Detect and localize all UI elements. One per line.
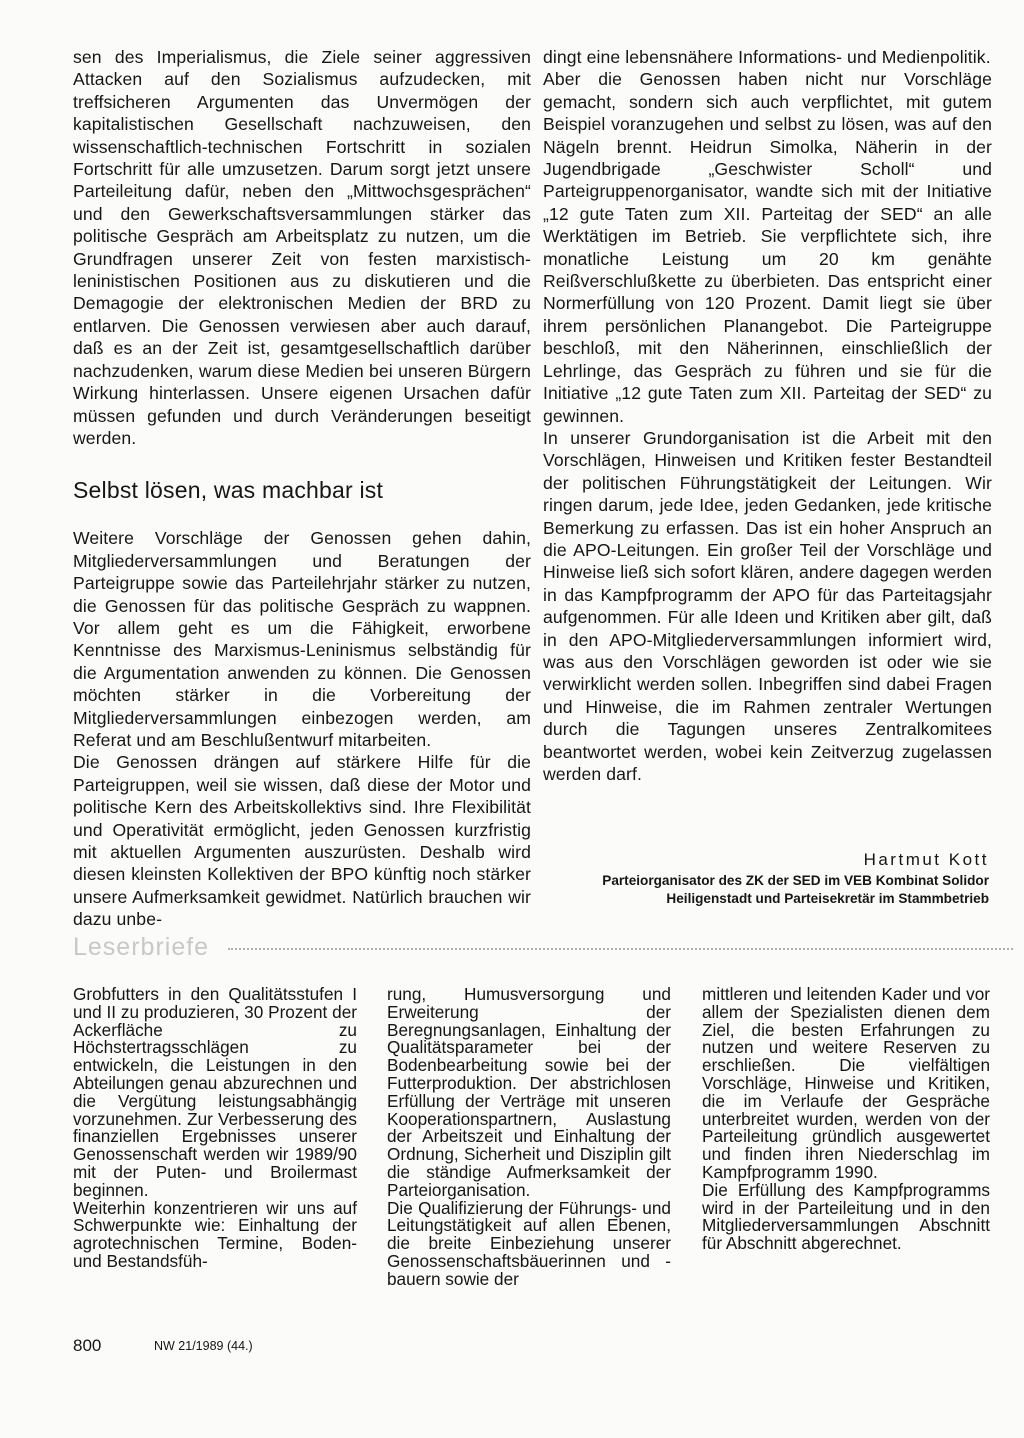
- article-paragraph: Weitere Vorschläge der Genossen gehen dahin, Mitgliederversammlungen und Beratungen der Parteigruppe sowie das Parteilehrjahr stärker zu nutzen, die Genossen für das politische Gespräch zu wappnen. Vor allem geht es um die Fähigkeit, erworbene Kenntnisse des Marxismus-Leninismus selbständig für die Argumentation anwenden zu können. Die Genossen möchten stärker in die Vorbereitung der Mitgliederversammlungen einbezogen werden, am Referat und am Beschlußentwurf mitarbeiten.: [73, 528, 531, 750]
- section-divider: [73, 932, 1013, 962]
- article-column-right: [543, 46, 992, 785]
- author-role-line: Heiligenstadt und Parteisekretär im Stammbetrieb: [666, 891, 989, 906]
- letters-column-3: [702, 986, 990, 1253]
- letter-paragraph: Die Qualifizierung der Führungs- und Leitungstätigkeit auf allen Ebenen, die breite Einbeziehung unserer Genossenschaftsbäuerinnen und -bauern sowie der: [387, 1197, 671, 1289]
- letter-paragraph: mittleren und leitenden Kader und vor allem der Spezialisten dienen dem Ziel, die besten Erfahrungen zu nutzen und weitere Reserven zu erschließen. Die vielfältigen Vorschläge, Hinweise und Kritiken, die im Verlaufe der Gespräche unterbreitet wurden, werden von der Parteileitung gründlich ausgewertet und finden ihren Niederschlag im Kampfprogramm 1990.: [702, 984, 990, 1182]
- section-heading: Selbst lösen, was machbar ist: [73, 477, 384, 504]
- section-label: Leserbriefe: [73, 933, 210, 961]
- article-paragraph: dingt eine lebensnähere Informations- und Medienpolitik.: [543, 47, 991, 67]
- letter-paragraph: rung, Humusversorgung und Erweiterung der Beregnungsanlagen, Einhaltung der Qualitätsparameter bei der Bodenbearbeitung sowie bei der Futterproduktion. Der abstrichlosen Erfüllung der Verträge mit unseren Kooperationspartnern, Auslastung der Arbeitszeit und Einhaltung der Ordnung, Sicherheit und Disziplin gilt die ständige Aufmerksamkeit der Parteiorganisation.: [387, 984, 671, 1200]
- letter-paragraph: Grobfutters in den Qualitätsstufen I und II zu produzieren, 30 Prozent der Ackerfläche zu Höchstertragsschlägen zu entwickeln, die Leistungen in den Abteilungen genau abzurechnen und die Vergütung leistungsabhängig vorzunehmen. Zur Verbesserung des finanziellen Ergebnisses unserer Genossenschaft werden wir 1989/90 mit der Puten- und Broilermast beginnen.: [73, 984, 357, 1200]
- author-role-line: Parteiorganisator des ZK der SED im VEB Kombinat Solidor: [602, 873, 989, 888]
- letter-paragraph: Weiterhin konzentrieren wir uns auf Schwerpunkte wie: Einhaltung der agrotechnischen Termine, Boden- und Bestandsfüh-: [73, 1197, 357, 1271]
- article-paragraph: Die Genossen drängen auf stärkere Hilfe für die Parteigruppen, weil sie wissen, daß diese der Motor und politische Kern des Arbeitskollektivs sind. Ihre Flexibilität und Operativität ermöglicht, jeden Genossen kurzfristig mit aktuellen Argumenten auszurüsten. Deshalb wird diesen kleinsten Kollektiven der BPO künftig noch stärker unsere Aufmerksamkeit gewidmet. Natürlich brauchen wir dazu unbe-: [73, 752, 531, 930]
- article-paragraph: Aber die Genossen haben nicht nur Vorschläge gemacht, sondern sich auch verpflichtet, mit gutem Beispiel voranzugehen und selbst zu lösen, was auf den Nägeln brennt. Heidrun Simolka, Näherin in der Jugendbrigade „Geschwister Scholl“ und Parteigruppenorganisator, wandte sich mit der Initiative „12 gute Taten zum XII. Parteitag der SED“ an alle Werktätigen im Betrieb. Sie verpflichtete sich, ihre monatliche Leistung um 20 km genähte Reißverschlußkette zu überbieten. Das entspricht einer Normerfüllung von 120 Prozent. Damit liegt sie über ihrem persönlichen Planangebot. Die Parteigruppe beschloß, mit den Näherinnen, einschließlich der Lehrlinge, das Gespräch zu führen und sie für die Initiative „12 gute Taten zum XII. Parteitag der SED“ zu gewinnen.: [543, 69, 992, 426]
- letters-column-1: [73, 986, 357, 1271]
- article-paragraph: sen des Imperialismus, die Ziele seiner aggressiven Attacken auf den Sozialismus aufzudecken, mit treffsicheren Argumenten das Unvermögen der kapitalistischen Gesellschaft nachzuweisen, den wissenschaftlich-technischen Fortschritt in sozialen Fortschritt für alle umzusetzen. Darum sorgt jetzt unsere Parteileitung dafür, neben den „Mittwochsgesprächen“ und den Gewerkschaftsversammlungen stärker das politische Gespräch am Arbeitsplatz zu nutzen, um die Grundfragen unserer Zeit von festen marxistisch-leninistischen Positionen aus zu diskutieren und die Demagogie der elektronischen Medien der BRD zu entlarven. Die Genossen verwiesen aber auch darauf, daß es an der Zeit ist, gesamtgesellschaftlich darüber nachzudenken, warum diese Medien bei unseren Bürgern Wirkung hinterlassen. Unsere eigenen Ursachen dafür müssen gefunden und durch Veränderungen beseitigt werden.: [73, 47, 531, 448]
- dotted-rule: [228, 948, 1013, 950]
- article-column-left: [73, 46, 531, 931]
- article-paragraph: In unserer Grundorganisation ist die Arbeit mit den Vorschlägen, Hinweisen und Kritiken fester Bestandteil der politischen Führungstätigkeit der Leitungen. Wir ringen darum, jede Idee, jeden Gedanken, jede kritische Bemerkung zu erfassen. Das ist ein hoher Anspruch an die APO-Leitungen. Ein großer Teil der Vorschläge und Hinweise ließ sich sofort klären, andere dagegen werden in das Kampfprogramm der APO für das Parteitagsjahr aufgenommen. Für alle Ideen und Kritiken aber gilt, daß in den APO-Mitgliederversammlungen informiert wird, was aus den Vorschlägen geworden ist oder wie sie verwirklicht werden sollen. Inbegriffen sind dabei Fragen und Hinweise, die im Rahmen zentraler Wertungen durch die Tagungen unseres Zentralkomitees beantwortet werden, wobei kein Zeitverzug zugelassen werden darf.: [543, 427, 992, 784]
- author-block: [543, 848, 989, 908]
- letter-paragraph: Die Erfüllung des Kampfprogramms wird in der Parteileitung und in den Mitgliederversammlungen Abschnitt für Abschnitt abgerechnet.: [702, 1179, 990, 1254]
- author-name: Hartmut Kott: [863, 850, 989, 869]
- letters-column-2: [387, 986, 671, 1289]
- issue-label: NW 21/1989 (44.): [154, 1339, 253, 1353]
- page-number: 800: [73, 1336, 102, 1355]
